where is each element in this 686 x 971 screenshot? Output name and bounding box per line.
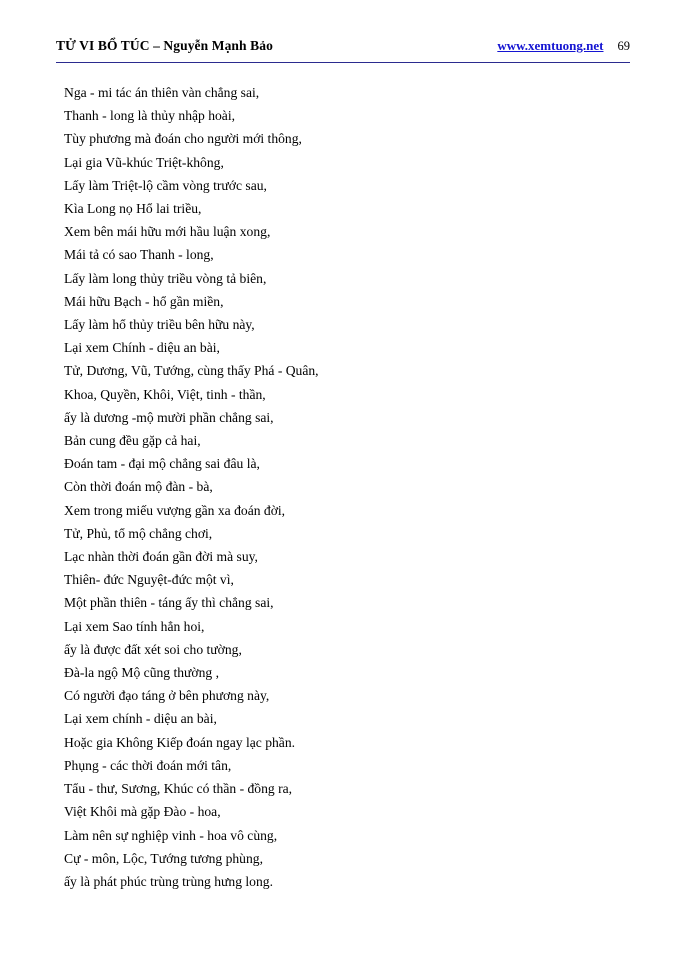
poem-line: Xem bên mái hữu mới hầu luận xong,	[64, 224, 271, 240]
poem-line: Còn thời đoán mộ đàn - bà,	[64, 479, 213, 495]
poem-line: Hoặc gia Không Kiếp đoán ngay lạc phần.	[64, 734, 296, 750]
poem-line: Lại xem Sao tính hẳn hoi,	[64, 618, 205, 634]
poem-line: Một phần thiên - táng ấy thì chẳng sai,	[64, 595, 274, 611]
poem-line: Tử, Dương, Vũ, Tướng, cùng thấy Phá - Quân,	[64, 363, 319, 379]
poem-body	[56, 81, 630, 893]
poem-line: Đà-la ngộ Mộ cũng thường ,	[64, 665, 220, 681]
poem-line: Lại gia Vũ-khúc Triệt-không,	[64, 154, 224, 170]
poem-line: Tùy phương mà đoán cho người mới thông,	[64, 131, 302, 147]
poem-line: Lại xem chính - diệu an bài,	[64, 711, 217, 727]
poem-line: Mái tả có sao Thanh - long,	[64, 247, 214, 263]
poem-line: Lại xem Chính - diệu an bài,	[64, 340, 220, 356]
poem-line: Tẩu - thư, Sương, Khúc có thần - đồng ra,	[64, 781, 293, 797]
poem-line: Phụng - các thời đoán mới tân,	[64, 757, 232, 773]
poem-line: Lấy làm long thủy triều vòng tả biên,	[64, 270, 267, 286]
poem-line: Thanh - long là thủy nhập hoài,	[64, 108, 236, 124]
poem-line: Việt Khôi mà gặp Đào - hoa,	[64, 804, 221, 820]
poem-line: Làm nên sự nghiệp vinh - hoa vô cùng,	[64, 827, 278, 843]
poem-line: Kìa Long nọ Hổ lai triều,	[64, 201, 202, 217]
poem-line: Tử, Phủ, tổ mộ chẳng chơi,	[64, 525, 213, 541]
page-header	[56, 38, 630, 63]
poem-line: Nga - mi tác án thiên vàn chẳng sai,	[64, 85, 260, 100]
poem-line: Xem trong miếu vượng gần xa đoán đời,	[64, 502, 286, 518]
poem-line: Bản cung đều gặp cả hai,	[64, 433, 201, 449]
poem-line: Đoán tam - đại mộ chẳng sai đâu là,	[64, 456, 260, 472]
page-number: 69	[617, 39, 630, 53]
poem-line: Lạc nhàn thời đoán gần đời mà suy,	[64, 549, 258, 565]
poem-line: ấy là được đất xét soi cho tường,	[64, 641, 242, 657]
book-title: TỬ VI BỔ TÚC – Nguyễn Mạnh Bảo	[56, 38, 273, 53]
poem-line: Lấy làm Triệt-lộ cầm vòng trước sau,	[64, 177, 267, 193]
poem-line: Khoa, Quyền, Khôi, Việt, tinh - thần,	[64, 386, 266, 402]
poem-line: Lấy làm hổ thủy triều bên hữu này,	[64, 317, 255, 333]
poem-line: ấy là dương -mộ mười phần chẳng sai,	[64, 409, 274, 425]
poem-line: Có người đạo táng ở bên phương này,	[64, 688, 270, 704]
poem-line: ấy là phát phúc trùng trùng hưng long.	[64, 873, 273, 889]
poem-line: Thiên- đức Nguyệt-đức một vì,	[64, 572, 234, 588]
poem-line: Mái hữu Bạch - hổ gần miền,	[64, 293, 224, 309]
header-right-group	[497, 38, 630, 54]
website-link[interactable]: www.xemtuong.net	[497, 38, 604, 53]
poem-line: Cự - môn, Lộc, Tướng tương phùng,	[64, 850, 263, 866]
